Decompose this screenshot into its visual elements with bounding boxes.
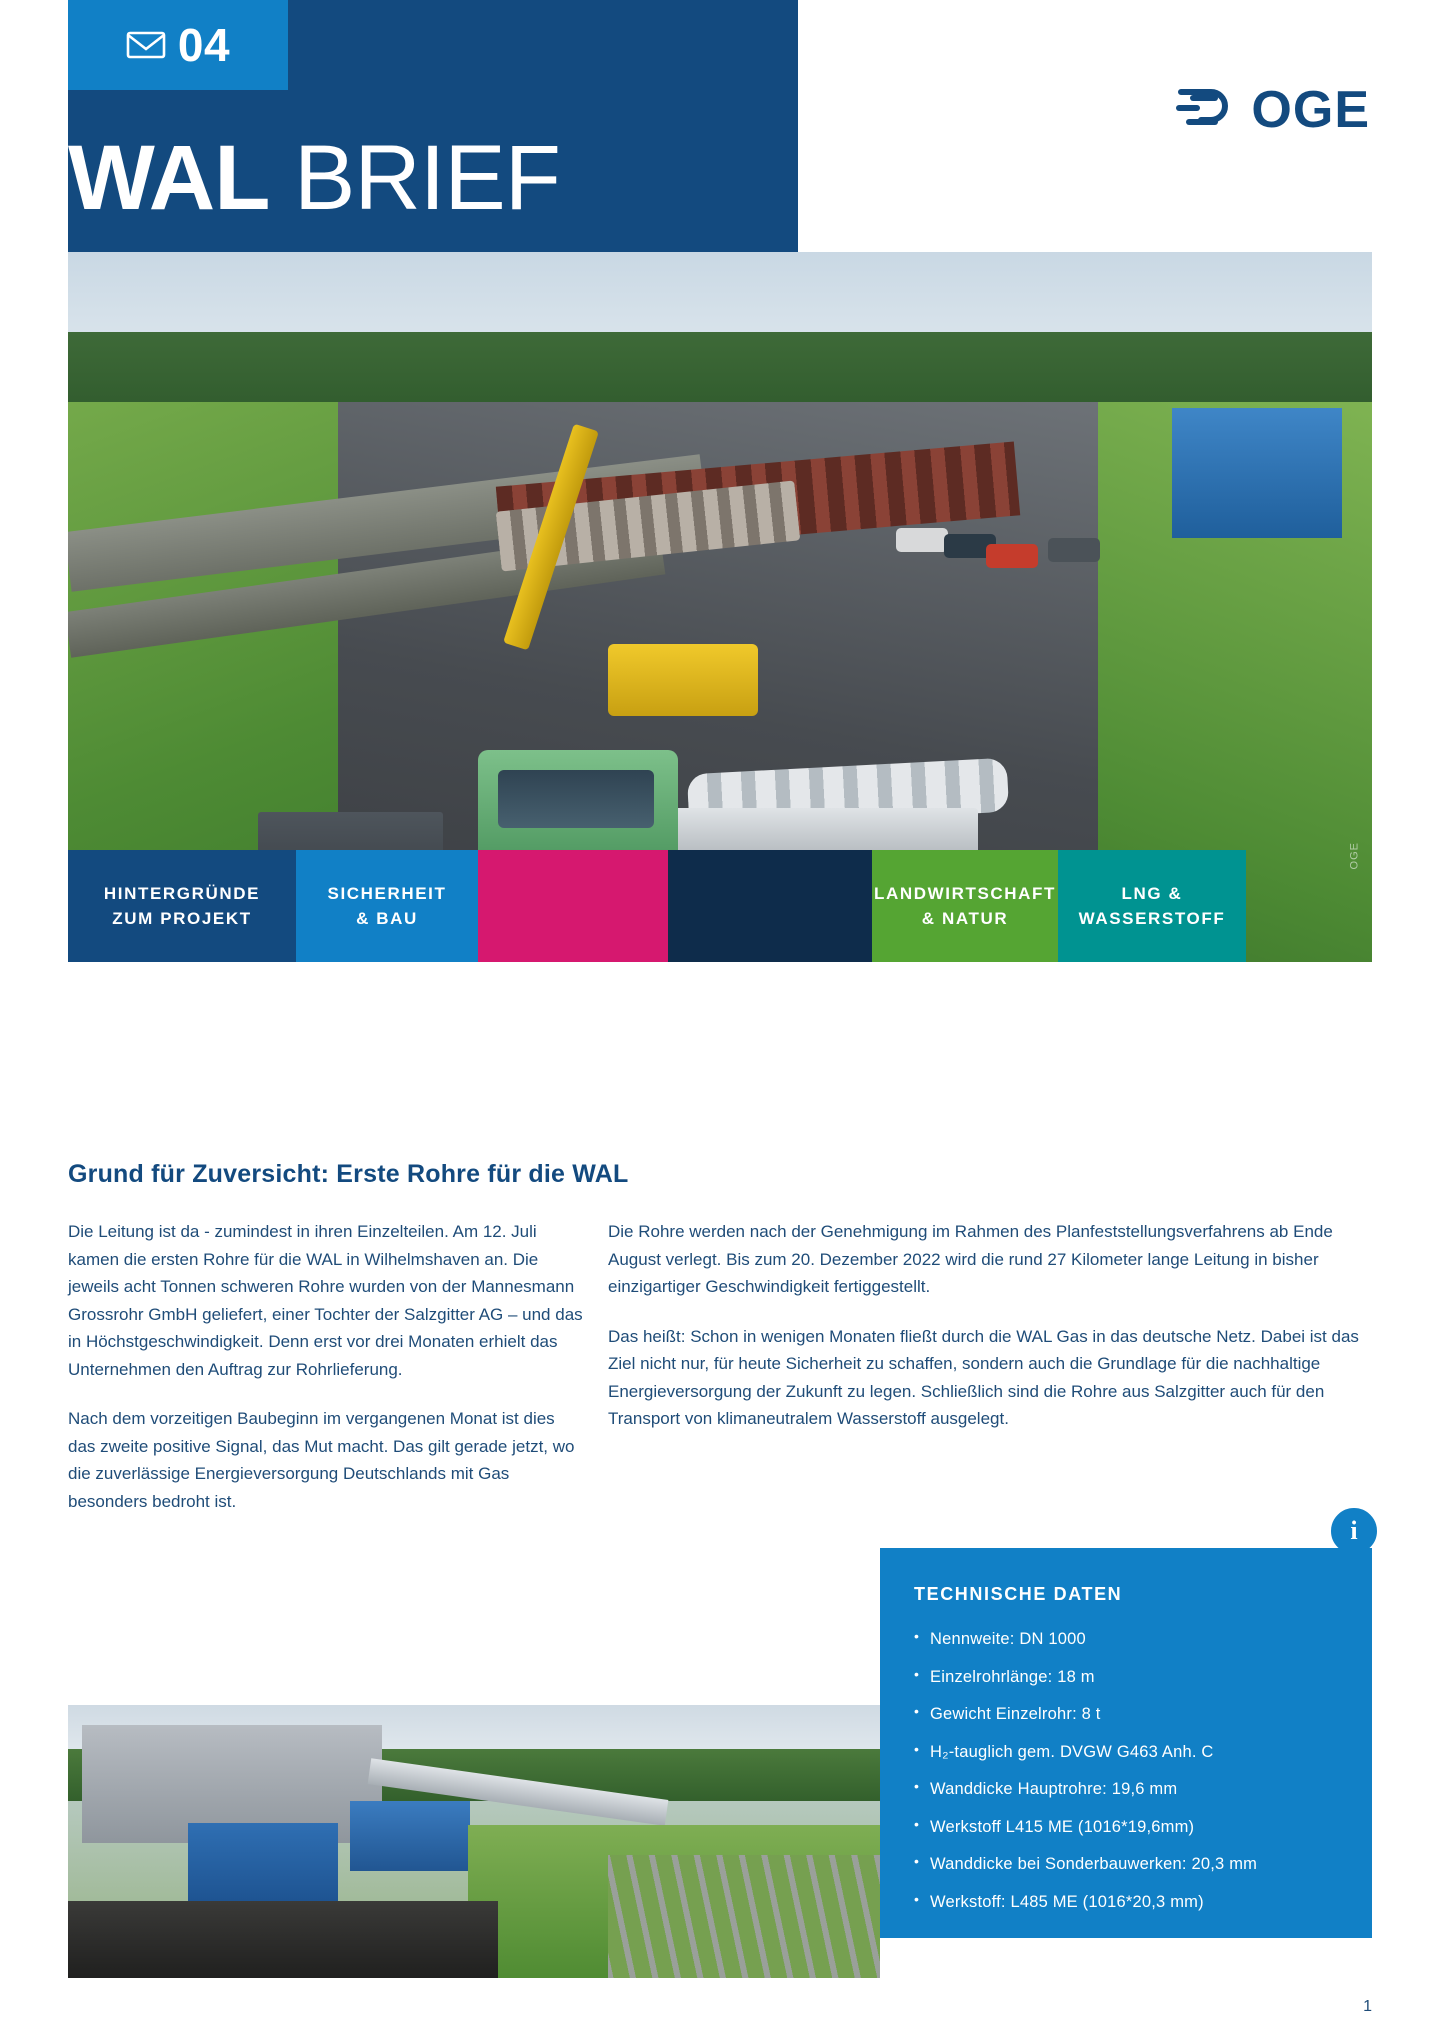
tab-landwirtschaft-und-natur[interactable] [872, 850, 1058, 962]
tab-lng-und-wasserstoff[interactable] [1058, 850, 1246, 962]
list-item: • Nennweite: DN 1000 [914, 1627, 1338, 1653]
technical-data-box [880, 1548, 1372, 1938]
tab-dark[interactable] [668, 850, 872, 962]
hero-car [986, 544, 1038, 568]
paragraph: Das heißt: Schon in wenigen Monaten fließt durch die WAL Gas in das deutsche Netz. Dabei ist das Ziel nicht nur, für heute Sicherheit zu schaffen, sondern auch die Grundlage für die nachhaltige Energieversorgung der Zukunft zu legen. Schließlich sind die Rohre aus Salzgitter auch für den Transport von klimaneutralem Wasserstoff ausgelegt. [608, 1326, 1359, 1429]
list-item: • Wanddicke Hauptrohre: 19,6 mm [914, 1777, 1338, 1803]
envelope-icon [126, 30, 166, 60]
title-light: BRIEF [293, 127, 560, 229]
hero-truck-window [498, 770, 654, 828]
tab-label-line-1: SICHERHEIT [327, 883, 447, 903]
lower-image-blue-building-2 [350, 1801, 470, 1871]
brand-wordmark: OGE [1251, 80, 1370, 139]
tab-label-line-2: WASSERSTOFF [1078, 909, 1226, 928]
hero-car [896, 528, 948, 552]
tab-sicherheit-und-bau[interactable] [296, 850, 478, 962]
lower-image [68, 1705, 880, 1978]
brand-logo [1171, 78, 1370, 141]
tab-label-line-2: & BAU [356, 909, 418, 928]
tab-label-line-1: LNG & [1121, 883, 1183, 903]
title-bold: WAL [68, 127, 270, 229]
paragraph: Nach dem vorzeitigen Baubeginn im vergangenen Monat ist dies das zweite positive Signal, das Mut macht. Das gilt gerade jetzt, wo die zuverlässige Energieversorgung Deutschlands mit Gas besonders bedroht ist. [68, 1409, 575, 1511]
list-item: • Einzelrohrlänge: 18 m [914, 1665, 1338, 1691]
hero-building [1172, 408, 1342, 538]
paragraph: Die Rohre werden nach der Genehmigung im Rahmen des Planfeststellungsverfahrens ab Ende August verlegt. Bis zum 20. Dezember 2022 wird die rund 27 Kilometer lange Leitung in bisher einzigartiger Geschwindigkeit fertiggestellt. [608, 1222, 1333, 1297]
list-item: • Wanddicke bei Sonderbauwerken: 20,3 mm [914, 1852, 1338, 1878]
list-item: • Werkstoff: L485 ME (1016*20,3 mm) [914, 1890, 1338, 1916]
lower-image-coal-pile [68, 1901, 498, 1978]
lower-image-rails [608, 1855, 880, 1978]
tab-magenta[interactable] [478, 850, 668, 962]
article-column-left [68, 1218, 583, 1537]
info-badge-label: i [1350, 1516, 1358, 1545]
technical-data-list [914, 1627, 1338, 1916]
issue-tag [68, 0, 288, 90]
page-number: 1 [1363, 1998, 1372, 2015]
hero-crane-base [608, 644, 758, 716]
article-column-right [608, 1218, 1372, 1455]
tab-label-line-2: ZUM PROJEKT [112, 909, 252, 928]
article-title: Grund für Zuversicht: Erste Rohre für die WAL [68, 1160, 629, 1188]
tab-label-line-1: LANDWIRTSCHAFT [874, 883, 1056, 903]
page-title [68, 127, 560, 229]
list-item: • H₂-tauglich gem. DVGW G463 Anh. C [914, 1740, 1338, 1766]
hero-car [1048, 538, 1100, 562]
paragraph: Die Leitung ist da - zumindest in ihren Einzelteilen. Am 12. Juli kamen die ersten Rohre für die WAL in Wilhelmshaven an. Die jeweils acht Tonnen schweren Rohre wurden von der Mannesmann Grossrohr GmbH geliefert, einer Tochter der Salzgitter AG – und das in Höchstgeschwindigkeit. Denn erst vor drei Monaten erhielt das Unternehmen den Auftrag zur Rohrlieferung. [68, 1222, 583, 1379]
tab-label-line-1: HINTERGRÜNDE [103, 883, 261, 903]
list-item: • Gewicht Einzelrohr: 8 t [914, 1702, 1338, 1728]
list-item: • Werkstoff L415 ME (1016*19,6mm) [914, 1815, 1338, 1841]
tab-hintergruende-zum-projekt[interactable] [68, 850, 296, 962]
hero-image-credit: OGE [1348, 842, 1360, 870]
technical-data-title: TECHNISCHE DATEN [914, 1584, 1123, 1604]
oge-logo-icon [1171, 78, 1235, 141]
issue-number: 04 [177, 19, 231, 71]
tab-label-line-2: & NATUR [921, 909, 1009, 928]
category-tabs [68, 850, 1372, 962]
